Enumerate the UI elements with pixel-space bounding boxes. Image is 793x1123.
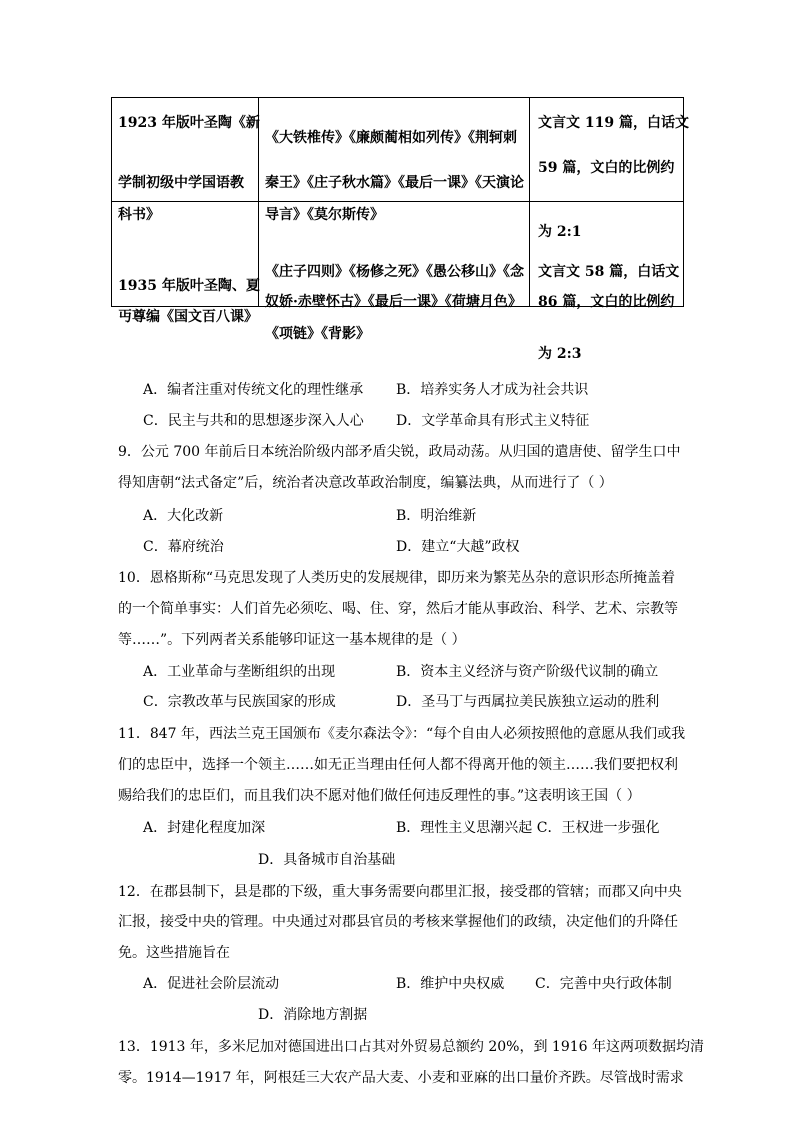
q9-option-c: C．幕府统治 [143, 539, 224, 555]
q13-stem-line1: 13．1913 年，多米尼加对德国进出口占其对外贸易总额约 20%，到 1916 年这两项数据均清 [118, 1039, 704, 1055]
table-r1c2-line3: 导言》《莫尔斯传》 [265, 207, 384, 223]
q12-stem-line1: 12．在郡县制下，县是郡的下级，重大事务需要向郡里汇报，接受郡的管辖；而郡又向中央 [118, 884, 682, 900]
q13-stem-line2: 零。1914—1917 年，阿根廷三大农产品大麦、小麦和亚麻的出口量价齐跌。尽管战时需求 [118, 1070, 684, 1086]
table-r2c3-line3: 为 2:3 [538, 346, 582, 362]
q11-stem-line3: 赐给我们的忠臣们，而且我们决不愿对他们做任何违反理性的事。”这表明该王国（ ） [118, 788, 641, 804]
q9-option-b: B．明治维新 [396, 508, 477, 524]
q11-stem-line1: 11．847 年，西法兰克王国颁布《麦尔森法令》：“每个自由人必须按照他的意愿从我们或我 [118, 726, 686, 742]
q10-option-d: D．圣马丁与西属拉美民族独立运动的胜利 [396, 694, 660, 710]
q12-stem-line2: 汇报，接受中央的管理。中央通过对郡县官员的考核来掌握他们的政绩，决定他们的升降任 [118, 914, 678, 930]
table-r1c1-line3: 科书》 [118, 207, 160, 223]
table-r2c2-line2: 奴娇·赤壁怀古》《最后一课》《荷塘月色》 [265, 294, 522, 310]
q10-stem-line1: 10．恩格斯称“马克思发现了人类历史的发展规律，即历来为繁芜丛杂的意识形态所掩盖着 [118, 570, 675, 586]
table-r1c1-line1: 1923 年版叶圣陶《新 [118, 115, 260, 131]
q10-option-b: B．资本主义经济与资产阶级代议制的确立 [396, 664, 659, 680]
table-r1c3-line3: 为 2:1 [538, 224, 582, 240]
q9-stem-line1: 9．公元 700 年前后日本统治阶级内部矛盾尖锐，政局动荡。从归国的遣唐使、留学生口中 [118, 444, 681, 460]
table-r1c2-line1: 《大铁椎传》《廉颇蔺相如列传》《荆轲刺 [265, 130, 517, 146]
table-r2c1-line2: 丏尊编《国文百八课》 [118, 309, 258, 325]
q12-stem-line3: 免。这些措施旨在 [118, 945, 230, 961]
q12-option-c: C．完善中央行政体制 [535, 976, 672, 992]
table-r1c1-line2: 学制初级中学国语教 [118, 175, 244, 191]
q10-stem-line2: 的一个简单事实：人们首先必须吃、喝、住、穿，然后才能从事政治、科学、艺术、宗教等 [118, 601, 678, 617]
table-r2c2-line3: 《项链》《背影》 [265, 326, 370, 342]
q8-option-c: C．民主与共和的思想逐步深入人心 [143, 413, 364, 429]
q10-option-a: A．工业革命与垄断组织的出现 [143, 664, 336, 680]
q12-option-b: B．维护中央权威 [396, 976, 505, 992]
q8-option-a: A．编者注重对传统文化的理性继承 [143, 382, 364, 398]
q12-option-d: D．消除地方割据 [258, 1007, 368, 1023]
q11-stem-line2: 们的忠臣中，选择一个领主……如无正当理由任何人都不得离开他的领主……我们要把权利 [118, 757, 678, 773]
q11-option-bc: B．理性主义思潮兴起 C．王权进一步强化 [396, 820, 660, 836]
table-r1c2-line2: 秦王》《庄子秋水篇》《最后一课》《天演论 [265, 175, 524, 191]
q11-option-a: A．封建化程度加深 [143, 820, 266, 836]
q12-option-a: A．促进社会阶层流动 [143, 976, 280, 992]
q9-option-d: D．建立“大越”政权 [396, 539, 520, 555]
table-r1c3-line2: 59 篇，文白的比例约 [538, 160, 675, 176]
q10-stem-line3: 等……”。下列两者关系能够印证这一基本规律的是（ ） [118, 632, 466, 648]
q9-stem-line2: 得知唐朝“法式备定”后，统治者决意改革政治制度，编纂法典，从而进行了（ ） [118, 475, 613, 491]
table-r2c3-line1: 文言文 58 篇，白话文 [538, 264, 680, 280]
q11-option-d: D．具备城市自治基础 [258, 852, 396, 868]
q10-option-c: C．宗教改革与民族国家的形成 [143, 694, 336, 710]
table-r2c1-line1: 1935 年版叶圣陶、夏 [118, 278, 260, 294]
q8-option-d: D．文学革命具有形式主义特征 [396, 413, 590, 429]
table-r1c3-line1: 文言文 119 篇，白话文 [538, 115, 689, 131]
q9-option-a: A．大化改新 [143, 508, 224, 524]
q8-option-b: B．培养实务人才成为社会共识 [396, 382, 589, 398]
table-r2c3-line2: 86 篇，文白的比例约 [538, 294, 675, 310]
table-r2c2-line1: 《庄子四则》《杨修之死》《愚公移山》《念 [265, 264, 524, 280]
